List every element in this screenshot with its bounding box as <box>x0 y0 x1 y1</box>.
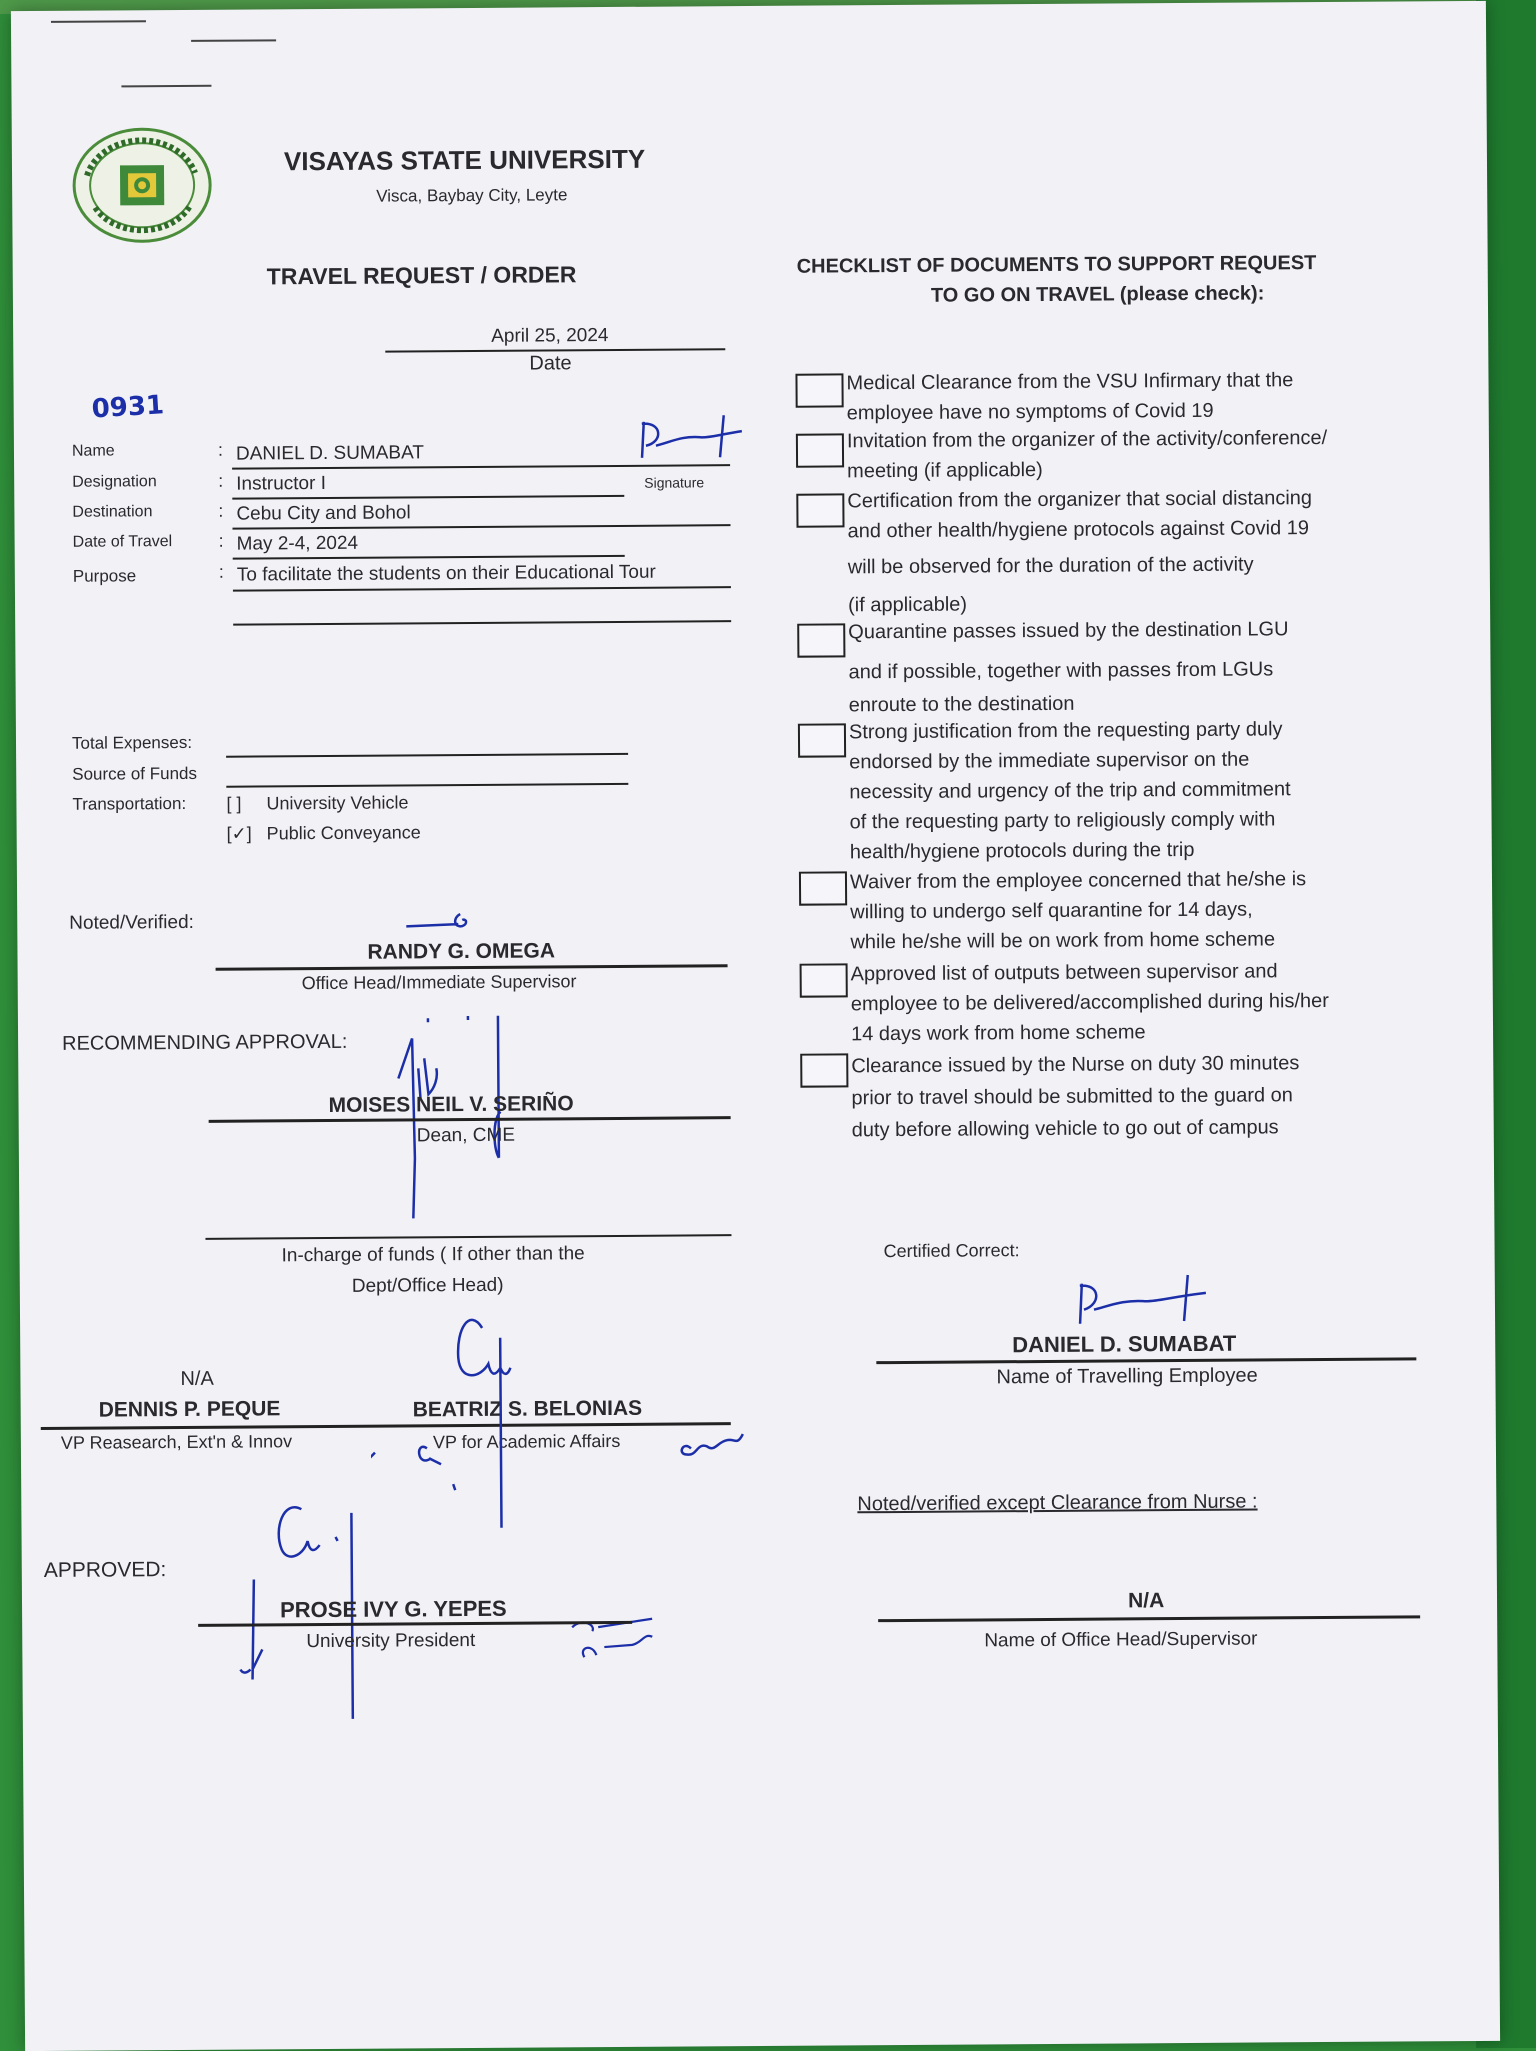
vp-research-title: VP Reasearch, Ext'n & Innov <box>60 1431 293 1453</box>
handwritten-number: 0931 <box>90 390 165 425</box>
checklist-checkbox[interactable] <box>800 1053 848 1087</box>
omega-initials-icon <box>402 910 482 937</box>
office-head-title: Name of Office Head/Supervisor <box>984 1628 1258 1652</box>
date-of-travel-line <box>233 555 625 560</box>
field-label-date-of-travel: Date of Travel <box>72 533 173 551</box>
noted-name: RANDY G. OMEGA <box>367 939 556 964</box>
field-label-name: Name <box>71 442 115 460</box>
checklist-item-text: health/hygiene protocols during the trip <box>849 838 1195 864</box>
form-title: TRAVEL REQUEST / ORDER <box>266 261 577 290</box>
checklist-item-text: Certification from the organizer that social distancing <box>847 487 1313 513</box>
field-value-date-of-travel: May 2-4, 2024 <box>236 532 359 555</box>
purpose-line <box>233 586 731 591</box>
checklist-item-text: 14 days work from home scheme <box>850 1021 1146 1046</box>
checklist-checkbox[interactable] <box>800 963 848 997</box>
noted-verified-label: Noted/Verified: <box>69 911 194 934</box>
checklist-item-text: Waiver from the employee concerned that he/she is <box>849 868 1307 894</box>
checklist-item-text: will be observed for the duration of the activity <box>847 553 1254 579</box>
employee-signature-icon <box>1070 1273 1210 1334</box>
noted-line <box>216 964 728 971</box>
source-of-funds-label: Source of Funds <box>72 763 198 784</box>
recommending-name: MOISES NEIL V. SERIÑO <box>328 1092 574 1117</box>
noted-title: Office Head/Immediate Supervisor <box>301 971 577 994</box>
university-name: VISAYAS STATE UNIVERSITY <box>283 143 646 177</box>
field-label-destination: Destination <box>72 503 153 521</box>
vp-academic-name: BEATRIZ S. BELONIAS <box>412 1396 643 1422</box>
checklist-item-text: and other health/hygiene protocols against Covid 19 <box>847 517 1310 543</box>
funds-title-line2: Dept/Office Head) <box>351 1274 504 1297</box>
field-value-name: DANIEL D. SUMABAT <box>235 442 424 465</box>
checklist-item-text: Approved list of outputs between supervisor and <box>850 960 1278 986</box>
certified-name: DANIEL D. SUMABAT <box>1012 1330 1237 1358</box>
checklist-item-text: Quarantine passes issued by the destination LGU <box>848 618 1289 644</box>
checklist-item-text: employee to be delivered/accomplished during his/her <box>850 989 1329 1016</box>
checklist-checkbox[interactable] <box>796 433 844 467</box>
top-mark <box>51 20 146 23</box>
transport-option-mark[interactable]: [ ] <box>226 793 242 814</box>
noted-except-label: Noted/verified except Clearance from Nurse : <box>857 1490 1258 1516</box>
checklist-checkbox[interactable] <box>798 723 846 757</box>
source-of-funds-line <box>226 783 628 788</box>
field-value-destination: Cebu City and Bohol <box>236 502 411 525</box>
checklist-checkbox[interactable] <box>796 493 844 527</box>
checklist-checkbox[interactable] <box>799 871 847 905</box>
date-label: Date <box>529 352 572 375</box>
checklist-item-text: prior to travel should be submitted to the guard on <box>851 1084 1293 1110</box>
recommending-approval-label: RECOMMENDING APPROVAL: <box>62 1030 348 1055</box>
purpose-line-2 <box>233 620 731 625</box>
checklist-item-text: Strong justification from the requesting party duly <box>848 718 1283 744</box>
university-seal-icon <box>67 125 218 246</box>
total-expenses-label: Total Expenses: <box>71 732 193 753</box>
checklist-checkbox[interactable] <box>795 373 843 407</box>
checklist-item-text: Medical Clearance from the VSU Infirmary that the <box>846 369 1294 395</box>
checklist-item-text: Clearance issued by the Nurse on duty 30 minutes <box>851 1052 1300 1078</box>
total-expenses-line <box>226 753 628 758</box>
field-label-purpose: Purpose <box>72 566 137 586</box>
checklist-checkbox[interactable] <box>797 623 845 657</box>
field-label-designation: Designation <box>72 473 157 491</box>
president-title: University President <box>306 1629 476 1653</box>
vp-research-name: DENNIS P. PEQUE <box>98 1397 281 1422</box>
vp-research-na: N/A <box>180 1367 214 1391</box>
approved-label: APPROVED: <box>43 1558 167 1582</box>
office-head-line <box>878 1615 1420 1622</box>
transport-option-mark[interactable]: [✓] <box>226 823 252 844</box>
checklist-item-text: of the requesting party to religiously comply with <box>849 808 1276 834</box>
designation-line <box>232 495 624 500</box>
vp-academic-title: VP for Academic Affairs <box>432 1430 621 1453</box>
travel-request-form: VISAYAS STATE UNIVERSITY Visca, Baybay City, Leyte TRAVEL REQUEST / ORDER April 25, 2024 Date 0931 Name : DANIEL D. SUMABAT Designation : Instructor I Signature Destination : Cebu City and Bohol Date of Travel : May 2-4, 2024 Purpose : To facilitate the students on their Educational Tour Total Expenses: Source of Funds Transportation: [ ] University Vehicle [✓] Public Conveyance Noted/Verified: RANDY G. OMEGA Office Head/Immediate Supervisor RECOMMENDING APPROVAL: MOISES NEIL V. SERIÑO Dean, CME In-charge of funds ( If other than the Dept/Office Head) N/A DENNIS P. PEQUE BEATRIZ S. BELONIAS VP Reasearch, Ext'n & Innov VP for Academic Affairs APPROVED: PROSE IVY G. YEPES University President CHECKLIST OF DOCUMENTS TO SUPPORT REQUEST TO GO ON TRAVEL (please check): Medical Clearance from the VSU Infirmary that the employee have no symptoms of Covid 19 Invitation from the organizer of the activity/conference/ meeting (if applicable) Certification from the organizer that social distancing and other health/hygiene protocols against Covid 19 will be observed for the duration of the activity (if applicable) Quarantine passes issued by the destination LGU and if possible, together with passes from LGUs enroute to the destination Strong justification from the requesting party duly endorsed by the immediate supervisor on the necessity and urgency of the trip and commitment of the requesting party to religiously comply with health/hygiene protocols during the trip Waiver from the employee concerned that he/she is willing to undergo self quarantine for 14 days, while he/she will be on work from home scheme Approved list of outputs between supervisor and employee to be delivered/accomplished during his/her 14 days work from home scheme Clearance issued by the Nurse on duty 30 minutes prior to travel should be submitted to the guard on duty before allowing vehicle to go out of campus Certified Correct: DANIEL D. SUMABAT Name of Travelling Employee Noted/verified except Clearance from Nurse : N/A Name of Office Head/Supervisor <box>11 1 1500 2051</box>
top-mark <box>121 85 211 88</box>
checklist-item-text: willing to undergo self quarantine for 14 days, <box>850 898 1253 924</box>
certified-line <box>876 1357 1416 1364</box>
funds-title-line1: In-charge of funds ( If other than the <box>281 1243 585 1267</box>
top-mark <box>191 39 276 42</box>
transportation-label: Transportation: <box>72 793 187 814</box>
president-name: PROSE IVY G. YEPES <box>279 1595 507 1623</box>
field-value-designation: Instructor I <box>236 472 327 495</box>
checklist-item-text: enroute to the destination <box>848 692 1075 717</box>
checklist-item-text: endorsed by the immediate supervisor on the <box>849 748 1250 774</box>
transport-option-label: University Vehicle <box>266 792 409 814</box>
field-value-purpose: To facilitate the students on their Educational Tour <box>236 561 656 586</box>
checklist-item-text: employee have no symptoms of Covid 19 <box>846 399 1214 425</box>
transport-option-label: Public Conveyance <box>266 822 421 844</box>
certified-correct-label: Certified Correct: <box>883 1240 1020 1262</box>
funds-line <box>205 1234 731 1240</box>
date-value: April 25, 2024 <box>491 325 609 347</box>
university-address: Visca, Baybay City, Leyte <box>376 185 568 206</box>
checklist-item-text: meeting (if applicable) <box>847 458 1043 483</box>
checklist-item-text: duty before allowing vehicle to go out of campus <box>851 1116 1279 1142</box>
recommending-title: Dean, CME <box>416 1124 516 1147</box>
signature-label: Signature <box>644 474 705 491</box>
checklist-item-text: Invitation from the organizer of the activity/conference/ <box>846 426 1328 453</box>
checklist-item-text: while he/she will be on work from home scheme <box>850 928 1276 954</box>
employee-signature-icon <box>632 411 752 472</box>
checklist-item-text: necessity and urgency of the trip and commitment <box>849 778 1291 804</box>
checklist-item-text: and if possible, together with passes from LGUs <box>848 658 1274 684</box>
checklist-title-line1: CHECKLIST OF DOCUMENTS TO SUPPORT REQUEST <box>796 252 1317 278</box>
checklist-title-line2: TO GO ON TRAVEL (please check): <box>930 282 1265 307</box>
office-head-na: N/A <box>1127 1589 1165 1613</box>
checklist-item-text: (if applicable) <box>847 593 968 617</box>
certified-title: Name of Travelling Employee <box>996 1364 1258 1389</box>
